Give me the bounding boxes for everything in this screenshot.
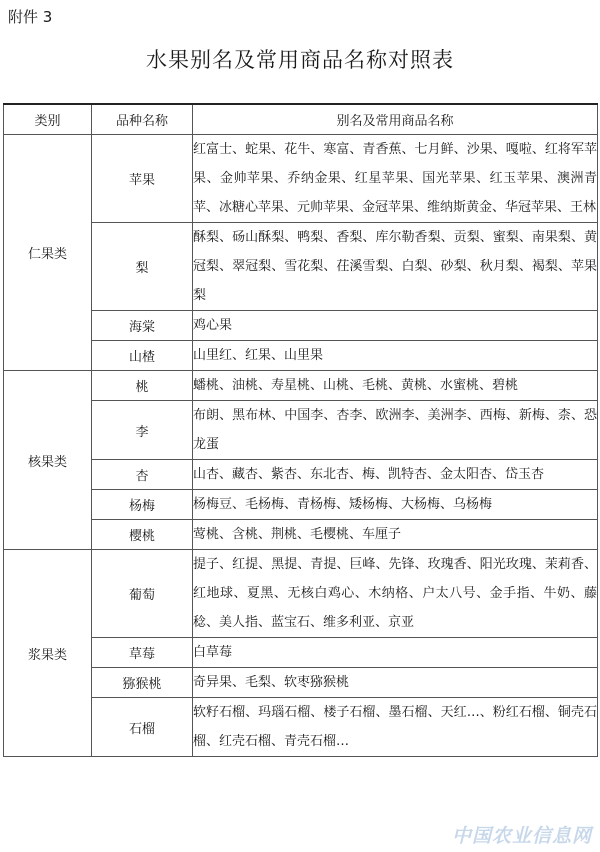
variety-cell: 海棠 [92,311,193,341]
header-category: 类别 [4,104,92,135]
variety-cell: 梨 [92,223,193,311]
aliases-cell: 鸡心果 [193,311,598,341]
aliases-cell: 红富士、蛇果、花牛、寒富、青香蕉、七月鲜、沙果、嘎啦、红将军苹果、金帅苹果、乔纳金果、红星苹果、国光苹果、红玉苹果、澳洲青苹、冰糖心苹果、元帅苹果、金冠苹果、维纳斯黄金、华冠苹果、王林 [193,135,598,223]
variety-cell: 杨梅 [92,490,193,520]
table-row [4,698,598,757]
variety-cell: 猕猴桃 [92,668,193,698]
table-row [4,135,598,223]
table-row [4,638,598,668]
table-row [4,401,598,460]
table-row [4,223,598,311]
aliases-cell: 布朗、黑布林、中国李、杏李、欧洲李、美洲李、西梅、新梅、柰、恐龙蛋 [193,401,598,460]
aliases-cell: 山杏、藏杏、紫杏、东北杏、梅、凯特杏、金太阳杏、岱玉杏 [193,460,598,490]
variety-cell: 山楂 [92,341,193,371]
aliases-cell: 蟠桃、油桃、寿星桃、山桃、毛桃、黄桃、水蜜桃、碧桃 [193,371,598,401]
variety-cell: 樱桃 [92,520,193,550]
table-row [4,311,598,341]
category-cell: 仁果类 [4,135,92,371]
variety-cell: 葡萄 [92,550,193,638]
aliases-cell: 山里红、红果、山里果 [193,341,598,371]
watermark: 中国农业信息网 [451,825,592,847]
aliases-cell: 软籽石榴、玛瑙石榴、楼子石榴、墨石榴、天红…、粉红石榴、铜壳石榴、红壳石榴、青壳石榴… [193,698,598,757]
variety-cell: 草莓 [92,638,193,668]
header-aliases: 别名及常用商品名称 [193,104,598,135]
table-row [4,341,598,371]
variety-cell: 桃 [92,371,193,401]
variety-cell: 石榴 [92,698,193,757]
aliases-cell: 白草莓 [193,638,598,668]
aliases-cell: 莺桃、含桃、荆桃、毛樱桃、车厘子 [193,520,598,550]
variety-cell: 李 [92,401,193,460]
aliases-cell: 提子、红提、黑提、青提、巨峰、先锋、玫瑰香、阳光玫瑰、茉莉香、红地球、夏黑、无核白鸡心、木纳格、户太八号、金手指、牛奶、藤稔、美人指、蓝宝石、维多利亚、京亚 [193,550,598,638]
attachment-label: 附件 3 [8,8,53,26]
document-title: 水果别名及常用商品名称对照表 [146,48,454,72]
aliases-cell: 奇异果、毛梨、软枣猕猴桃 [193,668,598,698]
table-row [4,490,598,520]
table-row [4,668,598,698]
table-row [4,460,598,490]
fruit-alias-table [3,103,598,757]
table-row [4,371,598,401]
aliases-cell: 杨梅豆、毛杨梅、青杨梅、矮杨梅、大杨梅、乌杨梅 [193,490,598,520]
header-variety: 品种名称 [92,104,193,135]
category-cell: 核果类 [4,371,92,550]
table-row [4,520,598,550]
table-row [4,550,598,638]
aliases-cell: 酥梨、砀山酥梨、鸭梨、香梨、库尔勒香梨、贡梨、蜜梨、南果梨、黄冠梨、翠冠梨、雪花梨、茌溪雪梨、白梨、砂梨、秋月梨、褐梨、苹果梨 [193,223,598,311]
variety-cell: 杏 [92,460,193,490]
table-header-row [4,104,598,135]
variety-cell: 苹果 [92,135,193,223]
category-cell: 浆果类 [4,550,92,757]
